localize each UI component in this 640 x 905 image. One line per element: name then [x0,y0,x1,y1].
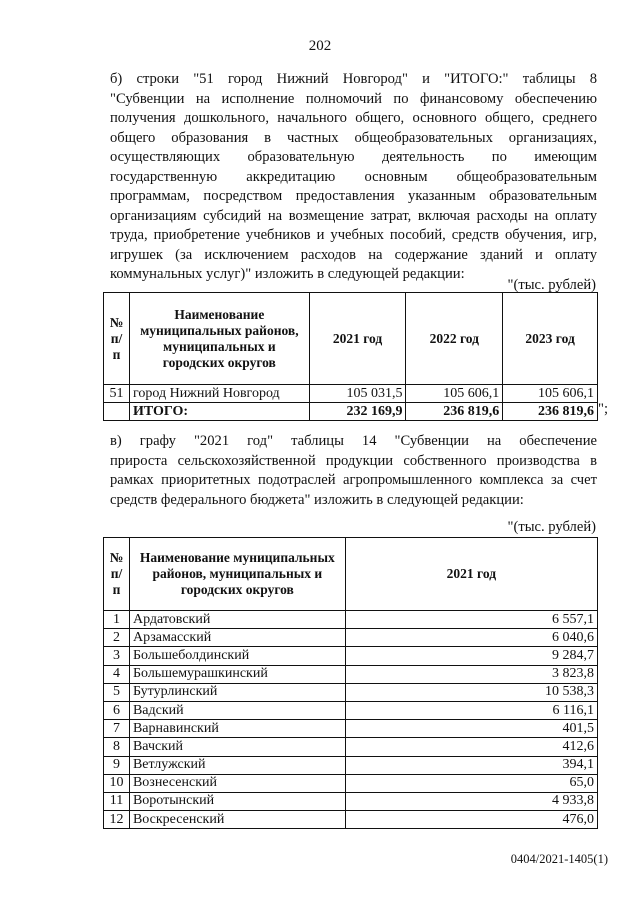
text-line: программам, посредством предоставления указанным образовательным [110,188,597,204]
document-code: 0404/2021-1405(1) [510,852,608,866]
text-line: игрушек (за исключением расходов на содержание зданий и оплату [110,246,597,263]
value-2022: 105 606,1 [406,385,503,403]
district-name: Ардатовский [129,611,345,629]
value-2021: 6 116,1 [345,701,597,719]
value-2021: 6 557,1 [345,611,597,629]
district-name: Вознесенский [129,774,345,792]
table-subventions-8 [103,292,598,421]
district-name: Большеболдинский [129,647,345,665]
text-line: б) строки "51 город Нижний Новгород" и "ИТОГО:" таблицы 8 [110,71,597,87]
row-name: ИТОГО: [129,403,309,421]
row-name: город Нижний Новгород [129,385,309,403]
table-row [104,811,598,829]
row-number: 10 [104,774,130,792]
table-row [104,647,598,665]
value-2021: 476,0 [345,811,597,829]
unit-label-2: "(тыс. рублей) [507,519,596,535]
row-number: 7 [104,720,130,738]
district-name: Воскресенский [129,811,345,829]
table-row [104,385,598,403]
table-row [104,792,598,810]
row-number: 4 [104,665,130,683]
row-number: 8 [104,738,130,756]
table-row [104,720,598,738]
table-row [104,403,598,421]
col-header-name: Наименование муниципальных районов, муниципальных и городских округов [129,538,345,611]
value-2021: 412,6 [345,738,597,756]
unit-label-1: "(тыс. рублей) [507,277,596,293]
value-2023: 105 606,1 [503,385,598,403]
value-2021: 65,0 [345,774,597,792]
value-2021: 105 031,5 [309,385,406,403]
text-line: организациям субсидий на возмещение затрат, включая расходы на оплату [110,207,597,224]
row-number: 6 [104,701,130,719]
district-name: Варнавинский [129,720,345,738]
table-row [104,683,598,701]
col-header-2021: 2021 год [345,538,597,611]
text-line: получения дошкольного, начального общего, основного общего, среднего [110,110,597,126]
row-number: 5 [104,683,130,701]
table-subventions-14 [103,537,598,829]
row-number: 12 [104,811,130,829]
district-name: Ветлужский [129,756,345,774]
row-number: 9 [104,756,130,774]
table-row [104,756,598,774]
value-2021: 232 169,9 [309,403,406,421]
row-number: 51 [104,385,130,403]
value-2021: 3 823,8 [345,665,597,683]
value-2021: 4 933,8 [345,792,597,810]
col-header-2023: 2023 год [503,293,598,385]
district-name: Вачский [129,738,345,756]
table-row [104,629,598,647]
value-2023: 236 819,6 [503,403,598,421]
district-name: Вадский [129,701,345,719]
value-2021: 10 538,3 [345,683,597,701]
table1-closing-quote: "; [598,401,609,417]
text-line: труда, приобретение учебников и учебных пособий, средств обучения, игр, [110,227,597,243]
value-2022: 236 819,6 [406,403,503,421]
row-number: 11 [104,792,130,810]
table-row [104,665,598,683]
table-row [104,738,598,756]
table-row [104,611,598,629]
table-row [104,701,598,719]
value-2021: 9 284,7 [345,647,597,665]
col-header-num: № п/п [104,293,130,385]
text-line: "Субвенции на исполнение полномочий по финансовому обеспечению [110,90,597,107]
text-line: коммунальных услуг)" изложить в следующей редакции: [110,266,465,282]
row-number [104,403,130,421]
table-row [104,774,598,792]
col-header-2022: 2022 год [406,293,503,385]
row-number: 2 [104,629,130,647]
district-name: Воротынский [129,792,345,810]
col-header-num: № п/п [104,538,130,611]
row-number: 3 [104,647,130,665]
district-name: Арзамасский [129,629,345,647]
text-line: осуществляющих образовательную деятельность по имеющим [110,149,597,165]
text-line: государственную аккредитацию основным общеобразовательным [110,168,597,185]
value-2021: 6 040,6 [345,629,597,647]
paragraph-v [110,432,597,510]
text-line: общего образования в частных общеобразовательных организациях, [110,129,597,146]
page-number: 202 [308,38,332,54]
text-line: рамках приоритетных подотраслей агропромышленного комплекса за счет [110,472,597,488]
text-line: прироста сельскохозяйственной продукции собственного производства в [110,452,597,469]
text-line: в) графу "2021 год" таблицы 14 "Субвенции на обеспечение [110,433,597,449]
value-2021: 394,1 [345,756,597,774]
value-2021: 401,5 [345,720,597,738]
district-name: Большемурашкинский [129,665,345,683]
col-header-name: Наименование муниципальных районов, муниципальных и городских округов [129,293,309,385]
district-name: Бутурлинский [129,683,345,701]
text-line: средств федерального бюджета" изложить в следующей редакции: [110,491,524,508]
col-header-2021: 2021 год [309,293,406,385]
paragraph-b [110,70,597,285]
row-number: 1 [104,611,130,629]
